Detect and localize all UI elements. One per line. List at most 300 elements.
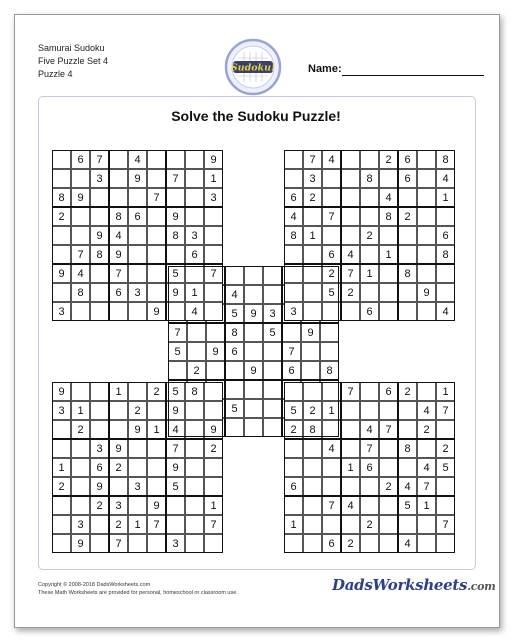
- sudoku-cell[interactable]: 8: [166, 226, 185, 245]
- sudoku-cell[interactable]: 3: [185, 226, 204, 245]
- sudoku-cell[interactable]: 7: [303, 150, 322, 169]
- sudoku-cell[interactable]: [436, 283, 455, 302]
- sudoku-cell[interactable]: [379, 401, 398, 420]
- sudoku-cell[interactable]: [398, 188, 417, 207]
- sudoku-cell[interactable]: 7: [109, 264, 128, 283]
- sudoku-cell[interactable]: [303, 382, 322, 401]
- sudoku-cell[interactable]: 6: [109, 283, 128, 302]
- sudoku-cell[interactable]: [52, 150, 71, 169]
- sudoku-cell[interactable]: 6: [185, 245, 204, 264]
- sudoku-cell[interactable]: [417, 226, 436, 245]
- sudoku-cell[interactable]: [398, 515, 417, 534]
- sudoku-cell[interactable]: [90, 207, 109, 226]
- sudoku-cell[interactable]: 3: [204, 188, 223, 207]
- sudoku-cell[interactable]: 1: [204, 169, 223, 188]
- sudoku-cell[interactable]: 9: [109, 245, 128, 264]
- sudoku-cell[interactable]: [147, 534, 166, 553]
- sudoku-cell[interactable]: 1: [436, 382, 455, 401]
- sudoku-cell[interactable]: [147, 245, 166, 264]
- sudoku-cell[interactable]: 1: [341, 458, 360, 477]
- sudoku-cell[interactable]: 9: [244, 361, 263, 380]
- sudoku-cell[interactable]: [128, 496, 147, 515]
- sudoku-cell[interactable]: [185, 150, 204, 169]
- sudoku-cell[interactable]: [263, 266, 282, 285]
- sudoku-cell[interactable]: 4: [225, 285, 244, 304]
- sudoku-cell[interactable]: [225, 380, 244, 399]
- sudoku-cell[interactable]: 9: [147, 302, 166, 321]
- sudoku-cell[interactable]: [52, 226, 71, 245]
- sudoku-cell[interactable]: [282, 323, 301, 342]
- sudoku-cell[interactable]: [301, 361, 320, 380]
- sudoku-cell[interactable]: 2: [341, 283, 360, 302]
- sudoku-cell[interactable]: 2: [417, 420, 436, 439]
- sudoku-cell[interactable]: [436, 534, 455, 553]
- sudoku-cell[interactable]: 1: [322, 401, 341, 420]
- sudoku-cell[interactable]: [90, 302, 109, 321]
- sudoku-cell[interactable]: 6: [322, 245, 341, 264]
- sudoku-cell[interactable]: 7: [436, 515, 455, 534]
- sudoku-cell[interactable]: [284, 496, 303, 515]
- sudoku-cell[interactable]: [341, 439, 360, 458]
- sudoku-cell[interactable]: 7: [417, 477, 436, 496]
- sudoku-cell[interactable]: 8: [284, 226, 303, 245]
- sudoku-cell[interactable]: [303, 458, 322, 477]
- sudoku-cell[interactable]: [168, 361, 187, 380]
- sudoku-cell[interactable]: 3: [128, 283, 147, 302]
- sudoku-cell[interactable]: 2: [360, 226, 379, 245]
- sudoku-cell[interactable]: 3: [52, 401, 71, 420]
- sudoku-cell[interactable]: 4: [379, 188, 398, 207]
- sudoku-cell[interactable]: [398, 226, 417, 245]
- sudoku-cell[interactable]: 2: [398, 382, 417, 401]
- sudoku-cell[interactable]: 2: [109, 458, 128, 477]
- sudoku-cell[interactable]: [187, 323, 206, 342]
- sudoku-cell[interactable]: [71, 458, 90, 477]
- sudoku-cell[interactable]: [128, 264, 147, 283]
- sudoku-cell[interactable]: [303, 477, 322, 496]
- sudoku-cell[interactable]: [436, 496, 455, 515]
- sudoku-cell[interactable]: [52, 283, 71, 302]
- sudoku-cell[interactable]: [436, 264, 455, 283]
- sudoku-cell[interactable]: 8: [71, 283, 90, 302]
- sudoku-cell[interactable]: [204, 226, 223, 245]
- sudoku-cell[interactable]: 1: [52, 458, 71, 477]
- sudoku-cell[interactable]: 2: [90, 496, 109, 515]
- sudoku-cell[interactable]: 9: [417, 283, 436, 302]
- sudoku-cell[interactable]: [204, 382, 223, 401]
- sudoku-cell[interactable]: 5: [436, 458, 455, 477]
- sudoku-cell[interactable]: 8: [185, 382, 204, 401]
- sudoku-cell[interactable]: [166, 188, 185, 207]
- sudoku-cell[interactable]: 7: [166, 169, 185, 188]
- sudoku-cell[interactable]: 3: [303, 169, 322, 188]
- sudoku-cell[interactable]: [263, 418, 282, 437]
- sudoku-cell[interactable]: [379, 534, 398, 553]
- sudoku-cell[interactable]: [128, 458, 147, 477]
- sudoku-cell[interactable]: [244, 418, 263, 437]
- sudoku-cell[interactable]: 2: [147, 382, 166, 401]
- sudoku-cell[interactable]: [320, 323, 339, 342]
- sudoku-cell[interactable]: 2: [52, 207, 71, 226]
- sudoku-cell[interactable]: [128, 302, 147, 321]
- sudoku-cell[interactable]: 6: [360, 458, 379, 477]
- sudoku-cell[interactable]: 8: [360, 169, 379, 188]
- sudoku-cell[interactable]: [417, 534, 436, 553]
- sudoku-cell[interactable]: 1: [147, 420, 166, 439]
- sudoku-cell[interactable]: 8: [52, 188, 71, 207]
- sudoku-cell[interactable]: [147, 264, 166, 283]
- sudoku-cell[interactable]: 5: [166, 264, 185, 283]
- sudoku-cell[interactable]: 7: [436, 401, 455, 420]
- sudoku-cell[interactable]: [166, 245, 185, 264]
- sudoku-cell[interactable]: [303, 264, 322, 283]
- sudoku-cell[interactable]: [284, 283, 303, 302]
- sudoku-cell[interactable]: 1: [379, 245, 398, 264]
- sudoku-cell[interactable]: 8: [398, 264, 417, 283]
- sudoku-cell[interactable]: 9: [166, 283, 185, 302]
- sudoku-cell[interactable]: [284, 458, 303, 477]
- sudoku-cell[interactable]: [90, 382, 109, 401]
- sudoku-cell[interactable]: 1: [71, 401, 90, 420]
- sudoku-cell[interactable]: [263, 380, 282, 399]
- sudoku-cell[interactable]: 3: [284, 302, 303, 321]
- sudoku-cell[interactable]: [52, 420, 71, 439]
- sudoku-cell[interactable]: 9: [71, 188, 90, 207]
- sudoku-cell[interactable]: [320, 342, 339, 361]
- sudoku-cell[interactable]: [147, 169, 166, 188]
- sudoku-cell[interactable]: 7: [147, 515, 166, 534]
- sudoku-cell[interactable]: 6: [71, 150, 90, 169]
- sudoku-cell[interactable]: 7: [322, 496, 341, 515]
- sudoku-cell[interactable]: [166, 302, 185, 321]
- sudoku-cell[interactable]: 2: [128, 401, 147, 420]
- sudoku-cell[interactable]: [379, 515, 398, 534]
- sudoku-cell[interactable]: 1: [128, 515, 147, 534]
- sudoku-cell[interactable]: [204, 207, 223, 226]
- sudoku-cell[interactable]: [322, 169, 341, 188]
- sudoku-cell[interactable]: 6: [284, 188, 303, 207]
- sudoku-cell[interactable]: [109, 401, 128, 420]
- sudoku-cell[interactable]: [204, 302, 223, 321]
- sudoku-cell[interactable]: 6: [379, 382, 398, 401]
- sudoku-cell[interactable]: 9: [204, 420, 223, 439]
- sudoku-cell[interactable]: [322, 382, 341, 401]
- sudoku-cell[interactable]: 1: [109, 382, 128, 401]
- sudoku-cell[interactable]: 2: [322, 264, 341, 283]
- sudoku-cell[interactable]: 9: [128, 169, 147, 188]
- sudoku-cell[interactable]: [52, 169, 71, 188]
- sudoku-cell[interactable]: [244, 342, 263, 361]
- sudoku-cell[interactable]: [417, 169, 436, 188]
- sudoku-cell[interactable]: [303, 534, 322, 553]
- sudoku-cell[interactable]: 8: [379, 207, 398, 226]
- sudoku-cell[interactable]: [417, 150, 436, 169]
- sudoku-cell[interactable]: 4: [166, 420, 185, 439]
- sudoku-cell[interactable]: [71, 496, 90, 515]
- sudoku-cell[interactable]: 6: [90, 458, 109, 477]
- sudoku-cell[interactable]: [185, 477, 204, 496]
- sudoku-cell[interactable]: 1: [436, 188, 455, 207]
- sudoku-cell[interactable]: [322, 458, 341, 477]
- sudoku-cell[interactable]: [185, 496, 204, 515]
- sudoku-cell[interactable]: [322, 515, 341, 534]
- sudoku-cell[interactable]: [263, 285, 282, 304]
- sudoku-cell[interactable]: 2: [379, 150, 398, 169]
- sudoku-cell[interactable]: 8: [320, 361, 339, 380]
- sudoku-cell[interactable]: [244, 266, 263, 285]
- sudoku-cell[interactable]: [379, 264, 398, 283]
- sudoku-cell[interactable]: 6: [128, 207, 147, 226]
- sudoku-cell[interactable]: 3: [90, 439, 109, 458]
- sudoku-cell[interactable]: [360, 401, 379, 420]
- sudoku-cell[interactable]: 1: [284, 515, 303, 534]
- sudoku-cell[interactable]: 1: [303, 226, 322, 245]
- sudoku-cell[interactable]: 7: [322, 207, 341, 226]
- sudoku-cell[interactable]: [303, 283, 322, 302]
- sudoku-cell[interactable]: [284, 245, 303, 264]
- sudoku-cell[interactable]: 7: [204, 515, 223, 534]
- sudoku-cell[interactable]: [322, 226, 341, 245]
- sudoku-cell[interactable]: 6: [225, 342, 244, 361]
- sudoku-cell[interactable]: [71, 477, 90, 496]
- sudoku-cell[interactable]: 5: [166, 382, 185, 401]
- sudoku-cell[interactable]: [71, 207, 90, 226]
- sudoku-cell[interactable]: [417, 264, 436, 283]
- sudoku-cell[interactable]: [301, 342, 320, 361]
- sudoku-cell[interactable]: [204, 245, 223, 264]
- sudoku-cell[interactable]: 4: [398, 477, 417, 496]
- sudoku-cell[interactable]: [90, 420, 109, 439]
- sudoku-cell[interactable]: 4: [417, 401, 436, 420]
- sudoku-cell[interactable]: [185, 401, 204, 420]
- sudoku-cell[interactable]: [417, 207, 436, 226]
- sudoku-cell[interactable]: 2: [71, 420, 90, 439]
- sudoku-cell[interactable]: [166, 150, 185, 169]
- sudoku-cell[interactable]: [109, 420, 128, 439]
- sudoku-cell[interactable]: [398, 302, 417, 321]
- sudoku-cell[interactable]: [52, 534, 71, 553]
- sudoku-cell[interactable]: [341, 401, 360, 420]
- sudoku-cell[interactable]: [185, 420, 204, 439]
- sudoku-cell[interactable]: 2: [436, 439, 455, 458]
- sudoku-cell[interactable]: 3: [166, 534, 185, 553]
- sudoku-cell[interactable]: 5: [225, 304, 244, 323]
- sudoku-cell[interactable]: 6: [398, 169, 417, 188]
- sudoku-cell[interactable]: 8: [436, 245, 455, 264]
- sudoku-cell[interactable]: [71, 439, 90, 458]
- sudoku-cell[interactable]: 4: [436, 169, 455, 188]
- sudoku-cell[interactable]: 2: [204, 439, 223, 458]
- sudoku-cell[interactable]: [90, 264, 109, 283]
- sudoku-cell[interactable]: [71, 226, 90, 245]
- sudoku-cell[interactable]: 5: [225, 399, 244, 418]
- sudoku-cell[interactable]: [398, 458, 417, 477]
- sudoku-cell[interactable]: [379, 458, 398, 477]
- sudoku-cell[interactable]: [360, 283, 379, 302]
- sudoku-cell[interactable]: [379, 496, 398, 515]
- sudoku-cell[interactable]: 2: [398, 207, 417, 226]
- sudoku-cell[interactable]: [341, 188, 360, 207]
- sudoku-cell[interactable]: [71, 169, 90, 188]
- sudoku-cell[interactable]: [417, 245, 436, 264]
- sudoku-cell[interactable]: [166, 496, 185, 515]
- sudoku-cell[interactable]: [360, 150, 379, 169]
- sudoku-cell[interactable]: 5: [322, 283, 341, 302]
- sudoku-cell[interactable]: [360, 477, 379, 496]
- sudoku-cell[interactable]: [263, 361, 282, 380]
- sudoku-cell[interactable]: [398, 401, 417, 420]
- sudoku-cell[interactable]: 5: [168, 342, 187, 361]
- sudoku-cell[interactable]: 3: [71, 515, 90, 534]
- sudoku-cell[interactable]: [166, 515, 185, 534]
- sudoku-cell[interactable]: [436, 207, 455, 226]
- sudoku-cell[interactable]: [379, 226, 398, 245]
- sudoku-cell[interactable]: [204, 458, 223, 477]
- sudoku-cell[interactable]: 7: [341, 264, 360, 283]
- sudoku-cell[interactable]: 9: [204, 150, 223, 169]
- sudoku-cell[interactable]: 2: [360, 515, 379, 534]
- sudoku-cell[interactable]: 6: [436, 226, 455, 245]
- sudoku-cell[interactable]: [109, 477, 128, 496]
- sudoku-cell[interactable]: [109, 188, 128, 207]
- sudoku-cell[interactable]: [52, 515, 71, 534]
- sudoku-cell[interactable]: [128, 245, 147, 264]
- sudoku-cell[interactable]: [147, 207, 166, 226]
- sudoku-cell[interactable]: [341, 302, 360, 321]
- sudoku-cell[interactable]: [303, 439, 322, 458]
- sudoku-cell[interactable]: [147, 477, 166, 496]
- sudoku-cell[interactable]: [341, 477, 360, 496]
- sudoku-cell[interactable]: 4: [417, 458, 436, 477]
- sudoku-cell[interactable]: 9: [109, 439, 128, 458]
- sudoku-cell[interactable]: [128, 382, 147, 401]
- sudoku-cell[interactable]: [147, 150, 166, 169]
- sudoku-cell[interactable]: [206, 323, 225, 342]
- sudoku-cell[interactable]: [109, 302, 128, 321]
- sudoku-cell[interactable]: 2: [109, 515, 128, 534]
- sudoku-cell[interactable]: [417, 382, 436, 401]
- sudoku-cell[interactable]: [417, 302, 436, 321]
- sudoku-cell[interactable]: 4: [322, 439, 341, 458]
- sudoku-cell[interactable]: [109, 169, 128, 188]
- sudoku-cell[interactable]: 3: [90, 169, 109, 188]
- sudoku-cell[interactable]: 7: [147, 188, 166, 207]
- sudoku-cell[interactable]: 7: [71, 245, 90, 264]
- sudoku-cell[interactable]: [263, 342, 282, 361]
- sudoku-cell[interactable]: [284, 439, 303, 458]
- sudoku-cell[interactable]: [147, 401, 166, 420]
- sudoku-cell[interactable]: [417, 515, 436, 534]
- sudoku-cell[interactable]: [341, 169, 360, 188]
- sudoku-cell[interactable]: [379, 169, 398, 188]
- sudoku-cell[interactable]: 9: [71, 534, 90, 553]
- sudoku-cell[interactable]: 2: [303, 401, 322, 420]
- sudoku-cell[interactable]: 9: [206, 342, 225, 361]
- sudoku-cell[interactable]: 9: [128, 420, 147, 439]
- sudoku-cell[interactable]: 6: [360, 302, 379, 321]
- sudoku-cell[interactable]: 4: [322, 150, 341, 169]
- sudoku-cell[interactable]: [187, 342, 206, 361]
- sudoku-cell[interactable]: 2: [284, 420, 303, 439]
- sudoku-cell[interactable]: [185, 264, 204, 283]
- sudoku-cell[interactable]: [71, 382, 90, 401]
- sudoku-cell[interactable]: [225, 361, 244, 380]
- sudoku-cell[interactable]: [417, 188, 436, 207]
- sudoku-cell[interactable]: 9: [166, 458, 185, 477]
- sudoku-cell[interactable]: 7: [379, 420, 398, 439]
- sudoku-cell[interactable]: 8: [398, 439, 417, 458]
- sudoku-cell[interactable]: [147, 226, 166, 245]
- sudoku-cell[interactable]: 7: [360, 439, 379, 458]
- sudoku-cell[interactable]: [147, 283, 166, 302]
- sudoku-cell[interactable]: 7: [166, 439, 185, 458]
- sudoku-cell[interactable]: [204, 283, 223, 302]
- sudoku-cell[interactable]: 7: [90, 150, 109, 169]
- sudoku-cell[interactable]: [244, 323, 263, 342]
- sudoku-cell[interactable]: 9: [90, 477, 109, 496]
- sudoku-cell[interactable]: 5: [263, 323, 282, 342]
- sudoku-cell[interactable]: [52, 496, 71, 515]
- sudoku-cell[interactable]: [284, 150, 303, 169]
- sudoku-cell[interactable]: [90, 283, 109, 302]
- sudoku-cell[interactable]: 7: [204, 264, 223, 283]
- sudoku-cell[interactable]: 8: [436, 150, 455, 169]
- sudoku-cell[interactable]: [303, 245, 322, 264]
- sudoku-cell[interactable]: [147, 439, 166, 458]
- sudoku-cell[interactable]: 4: [360, 420, 379, 439]
- sudoku-cell[interactable]: 7: [282, 342, 301, 361]
- sudoku-cell[interactable]: [360, 207, 379, 226]
- sudoku-cell[interactable]: [90, 401, 109, 420]
- sudoku-cell[interactable]: 2: [379, 477, 398, 496]
- sudoku-cell[interactable]: 4: [398, 534, 417, 553]
- sudoku-cell[interactable]: [303, 515, 322, 534]
- sudoku-cell[interactable]: [185, 439, 204, 458]
- sudoku-cell[interactable]: 8: [90, 245, 109, 264]
- sudoku-cell[interactable]: [147, 458, 166, 477]
- sudoku-cell[interactable]: 4: [341, 496, 360, 515]
- sudoku-cell[interactable]: 6: [322, 534, 341, 553]
- sudoku-cell[interactable]: [322, 420, 341, 439]
- sudoku-cell[interactable]: 3: [128, 477, 147, 496]
- sudoku-cell[interactable]: [128, 439, 147, 458]
- sudoku-cell[interactable]: 2: [303, 188, 322, 207]
- sudoku-cell[interactable]: 3: [52, 302, 71, 321]
- sudoku-cell[interactable]: [303, 302, 322, 321]
- sudoku-cell[interactable]: [52, 245, 71, 264]
- sudoku-cell[interactable]: [341, 207, 360, 226]
- sudoku-cell[interactable]: [360, 382, 379, 401]
- sudoku-cell[interactable]: [225, 266, 244, 285]
- sudoku-cell[interactable]: [379, 302, 398, 321]
- sudoku-cell[interactable]: 9: [301, 323, 320, 342]
- sudoku-cell[interactable]: [284, 264, 303, 283]
- sudoku-cell[interactable]: 1: [360, 264, 379, 283]
- sudoku-cell[interactable]: 5: [398, 496, 417, 515]
- sudoku-cell[interactable]: 1: [417, 496, 436, 515]
- sudoku-cell[interactable]: [360, 496, 379, 515]
- sudoku-cell[interactable]: 8: [225, 323, 244, 342]
- sudoku-cell[interactable]: 4: [185, 302, 204, 321]
- sudoku-cell[interactable]: 8: [303, 420, 322, 439]
- sudoku-cell[interactable]: 4: [71, 264, 90, 283]
- sudoku-cell[interactable]: [71, 302, 90, 321]
- sudoku-cell[interactable]: 9: [147, 496, 166, 515]
- sudoku-cell[interactable]: 7: [341, 382, 360, 401]
- sudoku-cell[interactable]: [417, 439, 436, 458]
- sudoku-cell[interactable]: 4: [284, 207, 303, 226]
- sudoku-cell[interactable]: 9: [52, 264, 71, 283]
